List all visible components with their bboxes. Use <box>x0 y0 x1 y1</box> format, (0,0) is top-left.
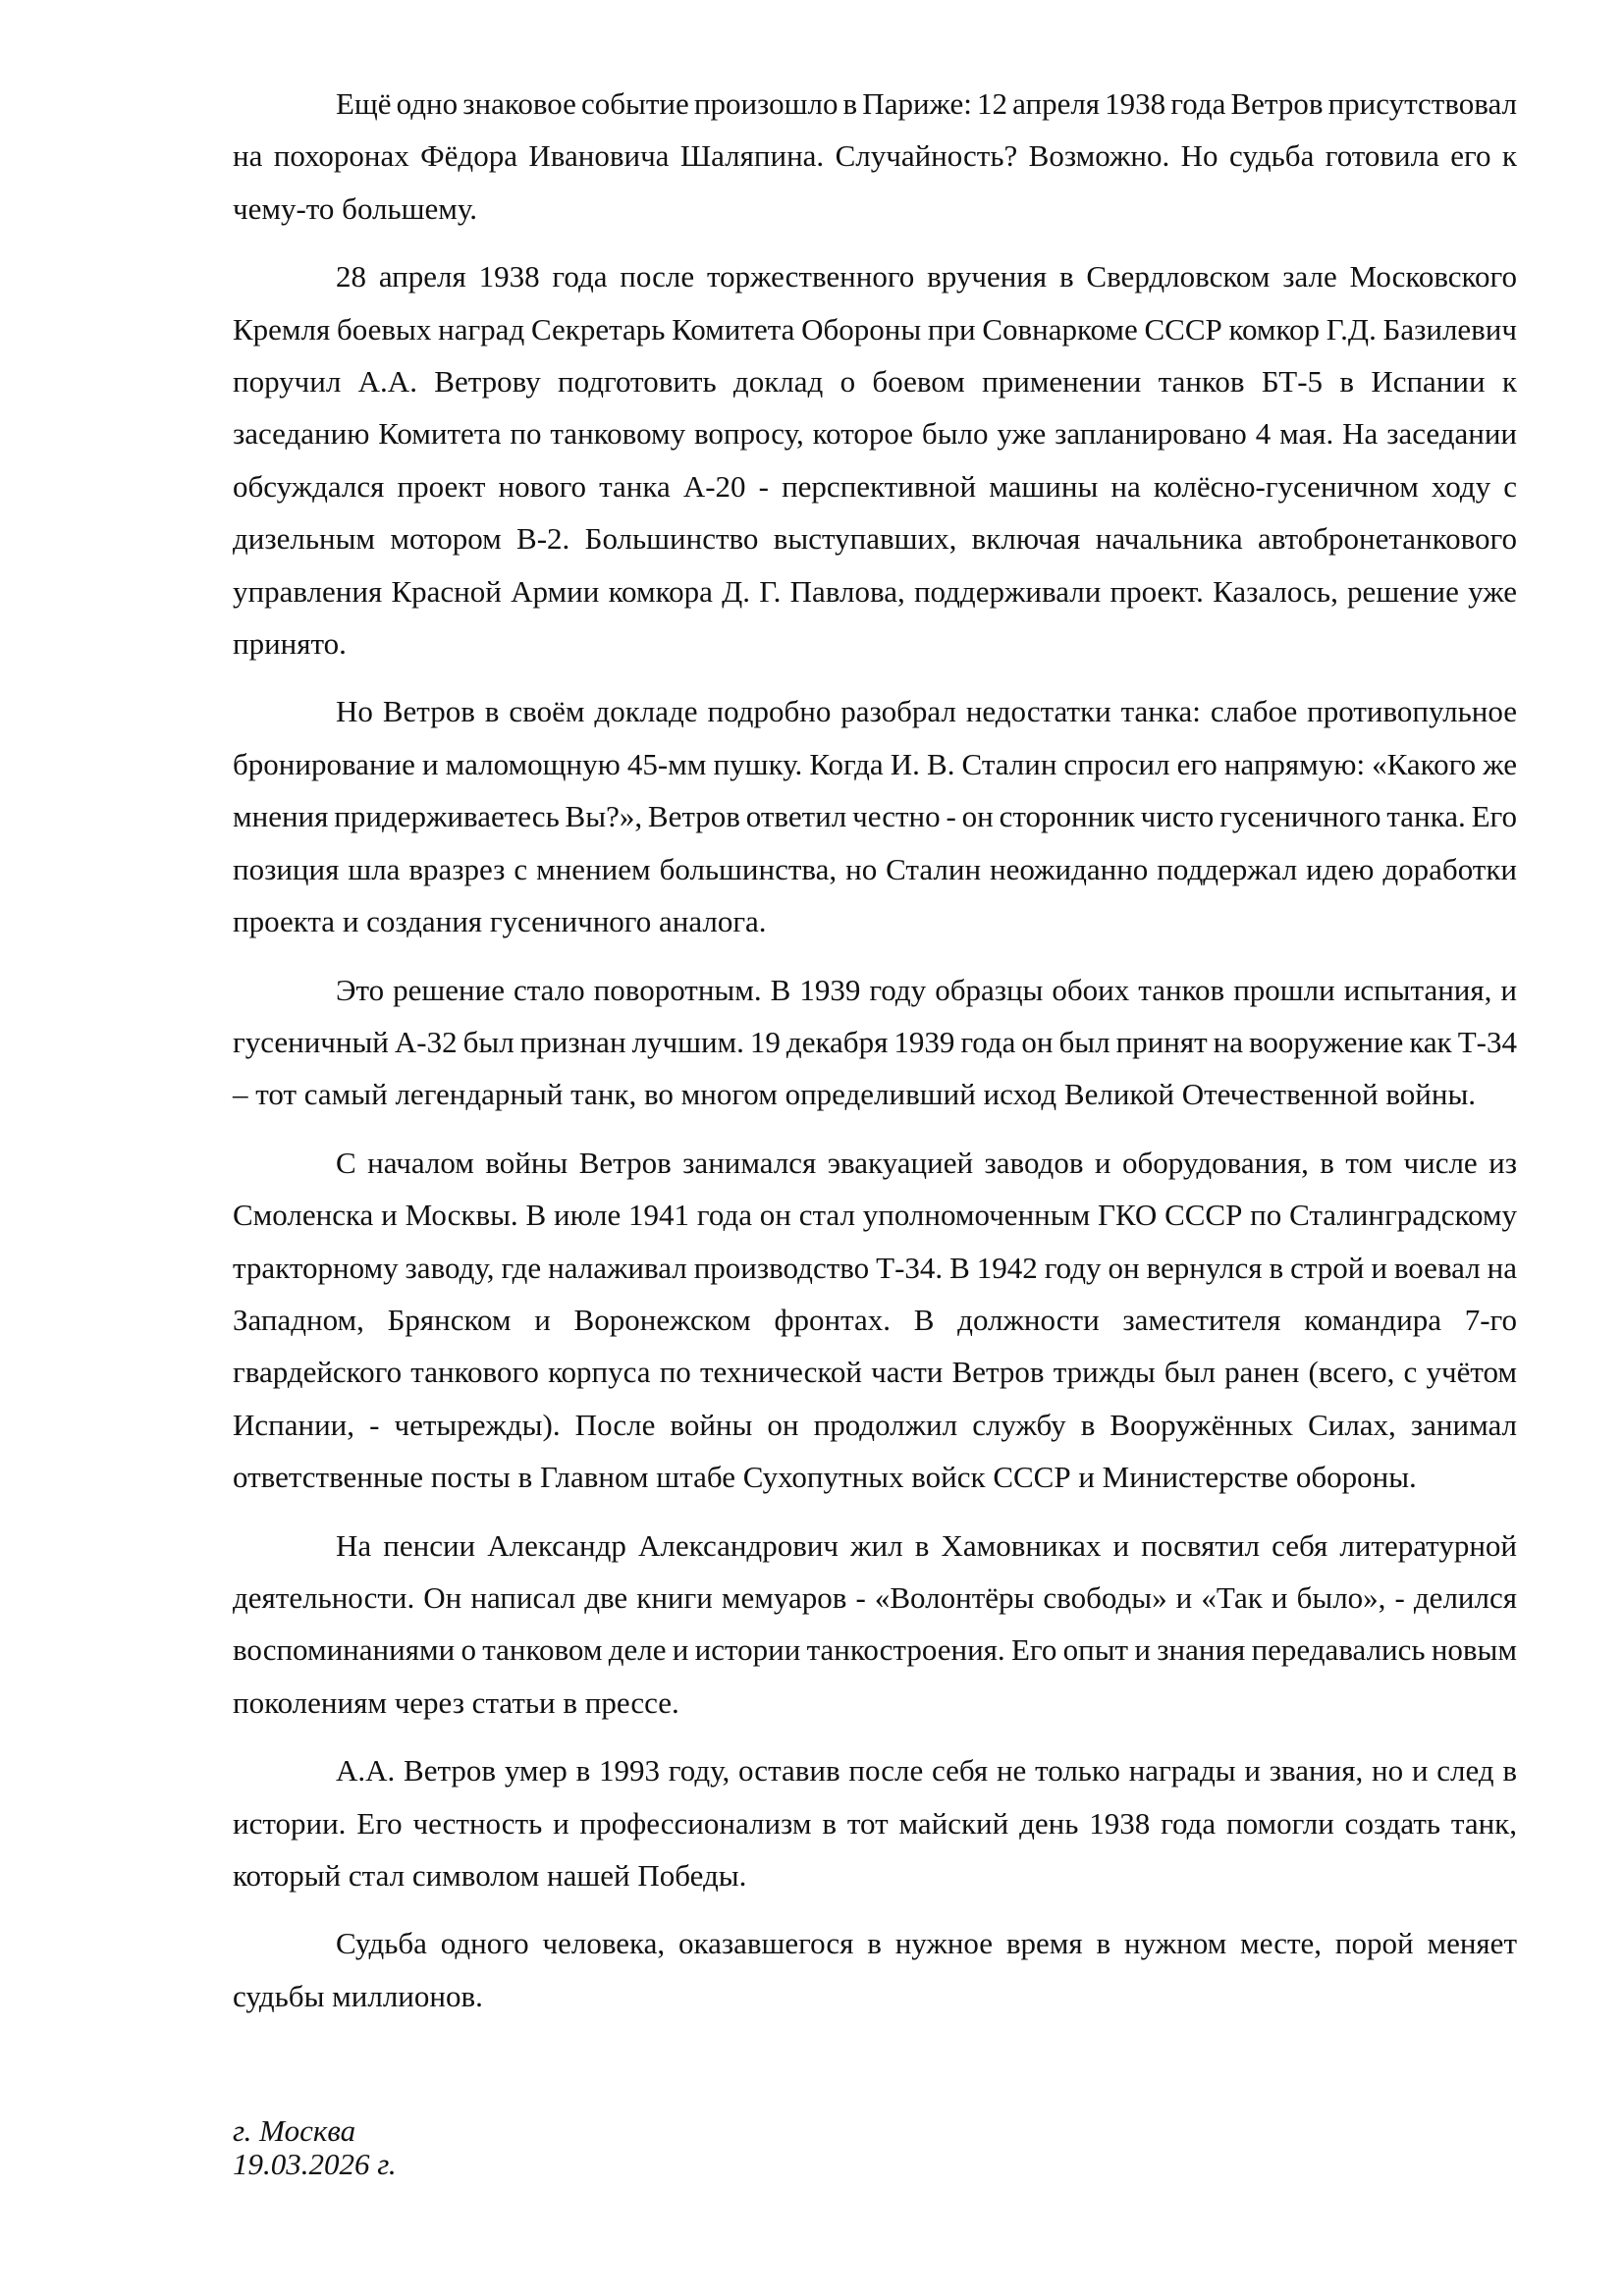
paragraph-line: Это решение стало поворотным. В 1939 году образцы обоих танков прошли испытания, и <box>336 972 1517 1007</box>
paragraph <box>233 250 1517 669</box>
paragraph-line: проекта и создания гусеничного аналога. <box>233 904 767 939</box>
paragraph <box>233 78 1517 235</box>
paragraph <box>233 964 1517 1121</box>
paragraph-line: деятельности. Он написал две книги мемуаров - «Волонтёры свободы» и «Так и было», - делился <box>233 1579 1517 1615</box>
paragraph-line: чему-то большему. <box>233 190 478 226</box>
paragraph-line: 28 апреля 1938 года после торжественного вручения в Свердловском зале Московского <box>336 259 1517 294</box>
paragraph <box>233 1744 1517 1901</box>
paragraph-line: бронирование и маломощную 45-мм пушку. Когда И. В. Сталин спросил его напрямую: «Какого же <box>233 746 1517 781</box>
paragraph-line: дизельным мотором В-2. Большинство выступавших, включая начальника автобронетанкового <box>233 521 1517 557</box>
paragraph-line: поколениям через статьи в прессе. <box>233 1684 679 1720</box>
paragraph-line: – тот самый легендарный танк, во многом определивший исход Великой Отечественной войны. <box>233 1077 1477 1112</box>
paragraph-line: Кремля боевых наград Секретарь Комитета Обороны при Совнаркоме СССР комкор Г.Д. Базилевич <box>233 311 1517 347</box>
paragraph-line: А.А. Ветров умер в 1993 году, оставив после себя не только награды и звания, но и след в <box>336 1753 1517 1789</box>
paragraph-line: гусеничный А-32 был признан лучшим. 19 декабря 1939 года он был принят на вооружение как Т-34 <box>233 1024 1517 1059</box>
paragraph-line: Но Ветров в своём докладе подробно разобрал недостатки танка: слабое противопульное <box>336 694 1517 729</box>
paragraph-line: гвардейского танкового корпуса по технической части Ветров трижды был ранен (всего, с учётом <box>233 1355 1517 1390</box>
paragraph <box>233 1137 1517 1504</box>
paragraph-line: управления Красной Армии комкора Д. Г. Павлова, поддерживали проект. Казалось, решение уже <box>233 573 1517 609</box>
paragraph-line: поручил А.А. Ветрову подготовить доклад о боевом применении танков БТ-5 в Испании к <box>233 364 1517 400</box>
footer-date: 19.03.2026 г. <box>233 2147 397 2181</box>
paragraph-line: позиция шла вразрез с мнением большинства, но Сталин неожиданно поддержал идею доработки <box>233 851 1517 886</box>
paragraph-line: на похоронах Фёдора Ивановича Шаляпина. Случайность? Возможно. Но судьба готовила его к <box>233 138 1517 174</box>
paragraph-line: Испании, - четырежды). После войны он продолжил службу в Вооружённых Силах, занимал <box>233 1407 1517 1442</box>
paragraph <box>233 1917 1517 2022</box>
paragraph-line: принято. <box>233 626 347 662</box>
paragraph-line: воспоминаниями о танковом деле и истории танкостроения. Его опыт и знания передавались новым <box>233 1632 1517 1668</box>
document-footer <box>233 2114 397 2181</box>
paragraph-line: Смоленска и Москвы. В июле 1941 года он стал уполномоченным ГКО СССР по Сталинградскому <box>233 1198 1517 1233</box>
paragraph-line: ответственные посты в Главном штабе Сухопутных войск СССР и Министерстве обороны. <box>233 1460 1417 1495</box>
paragraph-line: На пенсии Александр Александрович жил в Хамовниках и посвятил себя литературной <box>336 1527 1517 1563</box>
paragraph-line: обсуждался проект нового танка А-20 - перспективной машины на колёсно-гусеничном ходу с <box>233 468 1517 504</box>
paragraph-line: Ещё одно знаковое событие произошло в Париже: 12 апреля 1938 года Ветров присутствовал <box>336 86 1517 121</box>
paragraph <box>233 685 1517 947</box>
paragraph-line: тракторному заводу, где налаживал производство Т-34. В 1942 году он вернулся в строй и воевал на <box>233 1250 1517 1285</box>
paragraph-line: мнения придерживаетесь Вы?», Ветров ответил честно - он сторонник чисто гусеничного танка. Его <box>233 799 1517 834</box>
paragraph-line: истории. Его честность и профессионализм в тот майский день 1938 года помогли создать танк, <box>233 1805 1517 1841</box>
paragraph-line: заседанию Комитета по танковому вопросу, которое было уже запланировано 4 мая. На заседании <box>233 416 1517 452</box>
footer-city: г. Москва <box>233 2113 356 2148</box>
paragraph-line: Западном, Брянском и Воронежском фронтах. В должности заместителя командира 7-го <box>233 1302 1517 1337</box>
paragraph <box>233 1520 1517 1730</box>
paragraph-line: Судьба одного человека, оказавшегося в нужное время в нужном месте, порой меняет <box>336 1926 1517 1961</box>
paragraph-line: С началом войны Ветров занимался эвакуацией заводов и оборудования, в том числе из <box>336 1145 1517 1180</box>
document-body <box>233 78 1517 2038</box>
paragraph-line: судьбы миллионов. <box>233 1978 483 2013</box>
paragraph-line: который стал символом нашей Победы. <box>233 1858 747 1893</box>
